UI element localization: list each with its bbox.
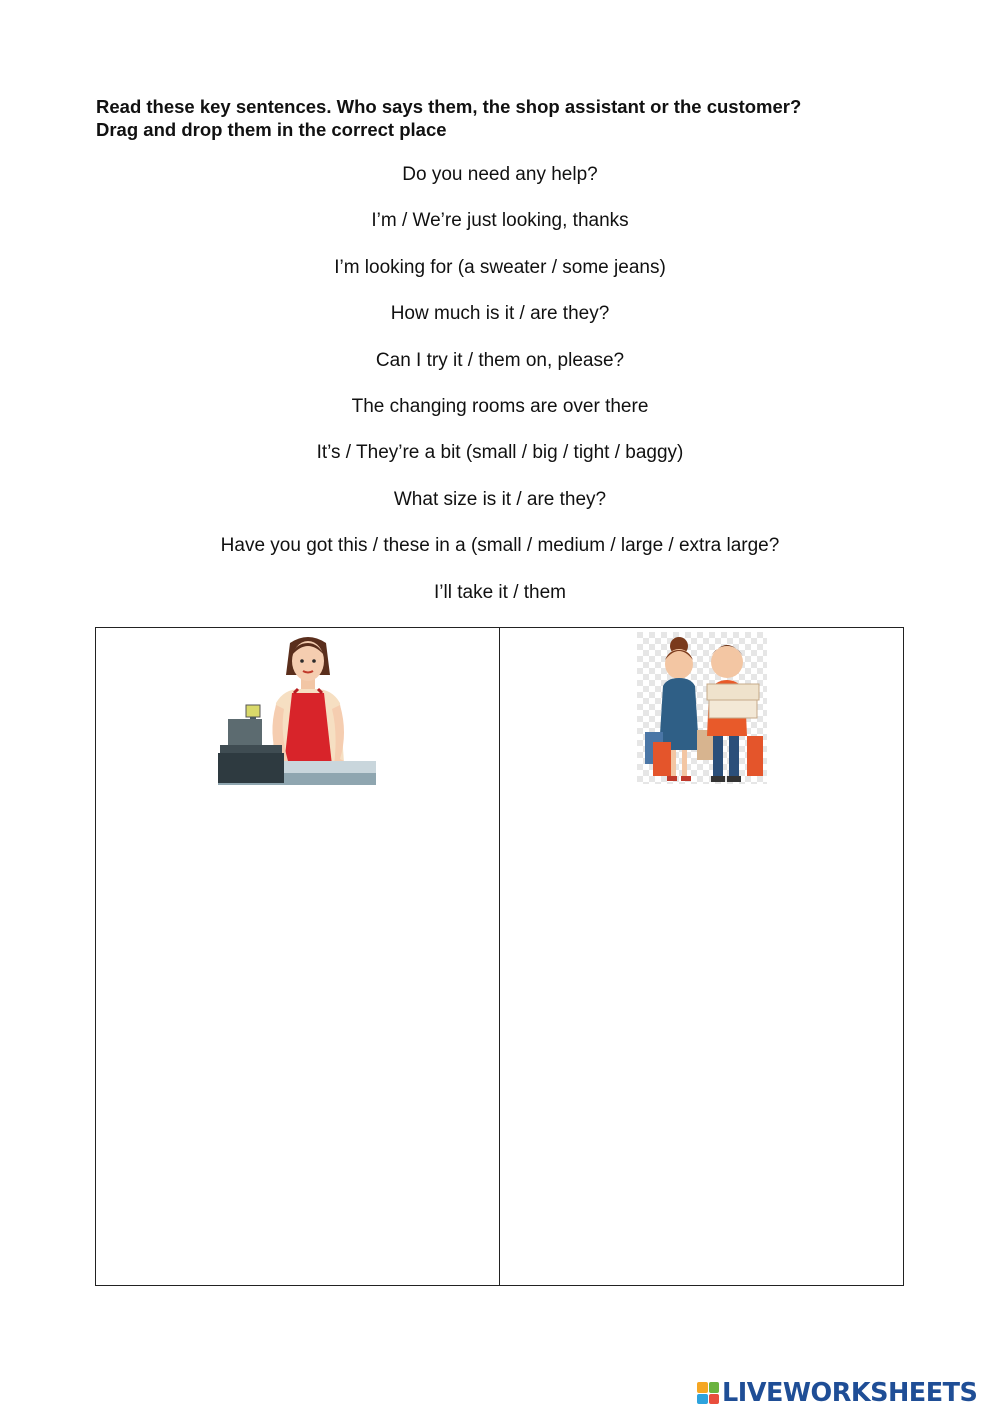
draggable-sentence[interactable]: Can I try it / them on, please?	[375, 349, 625, 371]
drop-table	[95, 627, 904, 1286]
draggable-sentence[interactable]: I’m / We’re just looking, thanks	[371, 210, 629, 232]
draggable-sentence[interactable]: How much is it / are they?	[390, 303, 610, 325]
instruction-line-2: Drag and drop them in the correct place	[96, 119, 447, 140]
draggable-sentence[interactable]: What size is it / are they?	[393, 488, 607, 510]
draggable-sentence[interactable]: The changing rooms are over there	[351, 395, 649, 417]
draggable-sentence[interactable]: Have you got this / these in a (small / medium / large / extra large?	[220, 535, 780, 557]
sentence-list	[0, 161, 1000, 625]
liveworksheets-mark-icon	[697, 1382, 719, 1404]
shop-assistant-drop-zone[interactable]	[96, 628, 500, 1285]
instruction-line-1: Read these key sentences. Who says them, the shop assistant or the customer?	[96, 96, 802, 117]
draggable-sentence[interactable]: It’s / They’re a bit (small / big / tight / baggy)	[316, 442, 684, 464]
liveworksheets-logo	[697, 1378, 977, 1408]
customer-drop-zone[interactable]	[500, 628, 904, 1285]
draggable-sentence[interactable]: I’ll take it / them	[434, 581, 566, 603]
draggable-sentence[interactable]: Do you need any help?	[402, 164, 598, 185]
instructions	[96, 95, 916, 141]
customers-image	[637, 632, 767, 784]
shop-assistant-image	[218, 633, 378, 785]
draggable-sentence[interactable]: I’m looking for (a sweater / some jeans)	[334, 256, 666, 278]
brand-name: LIVEWORKSHEETS	[722, 1378, 978, 1408]
